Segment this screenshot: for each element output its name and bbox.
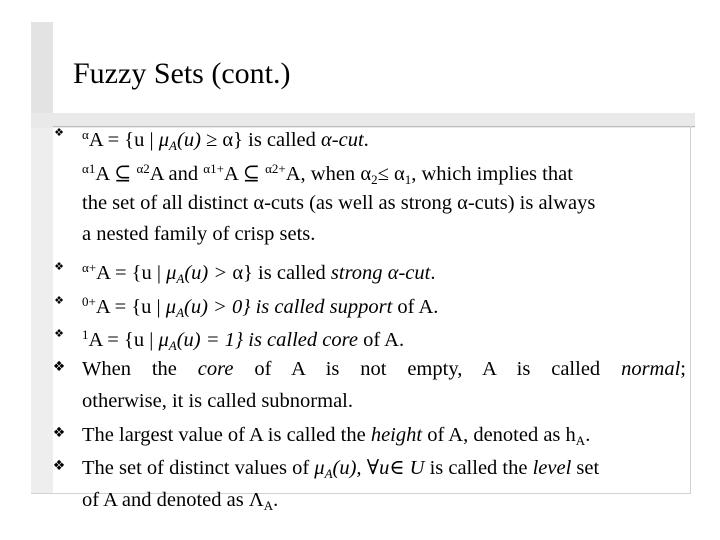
core-definition: $^1$A = {u | $\mu_A(u) = 1$} is called core of A.	[82, 327, 405, 353]
frame-rule-right	[690, 126, 691, 494]
bullet-icon: ❖	[54, 260, 64, 273]
height-definition: The largest value of A is called the height of A, denoted as $h_A$.	[82, 424, 591, 448]
bullet-icon: ❖	[52, 359, 66, 375]
alpha-cut-nesting: $^{\alpha 1}$A ⊆ $^{\alpha 2}$A and $^{\alpha 1+}$A ⊆ $^{\alpha 2+}$A, when $\alpha_2\le \alpha_1$, which implies that	[82, 161, 573, 187]
bullet-icon: ❖	[54, 294, 64, 307]
alpha-cut-definition: $^\alpha$A = {u | $\mu_A(u) \ge \alpha$} is called α-cut.	[82, 127, 369, 153]
frame-vertical-bar-lower	[31, 128, 53, 494]
subnormal-definition: otherwise, it is called subnormal.	[82, 390, 353, 412]
strong-alpha-cut-definition: $^{\alpha+}$A = {u | $\mu_A(u) > \alpha$} is called strong α-cut.	[82, 260, 436, 286]
level-set-notation: of A and denoted as $\Lambda_A$.	[82, 489, 279, 513]
level-set-definition: The set of distinct values of $\mu_A(u)$, ∀u∈ U is called the level set	[82, 457, 600, 481]
bullet-icon: ❖	[52, 458, 66, 474]
frame-vertical-bar	[31, 22, 53, 114]
bullet-icon: ❖	[54, 126, 64, 139]
alpha-cut-nesting-end: a nested family of crisp sets.	[82, 223, 316, 245]
slide-title: Fuzzy Sets (cont.)	[73, 57, 291, 90]
normal-definition: When the core of A is not empty, A is called normal;	[82, 358, 686, 380]
support-definition: $^{0+}$A = {u | $\mu_A(u) > 0$} is called support of A.	[82, 294, 439, 320]
bullet-icon: ❖	[54, 327, 64, 340]
alpha-cut-nesting-cont: the set of all distinct α-cuts (as well as strong α-cuts) is always	[82, 192, 596, 214]
bullet-icon: ❖	[52, 425, 66, 441]
